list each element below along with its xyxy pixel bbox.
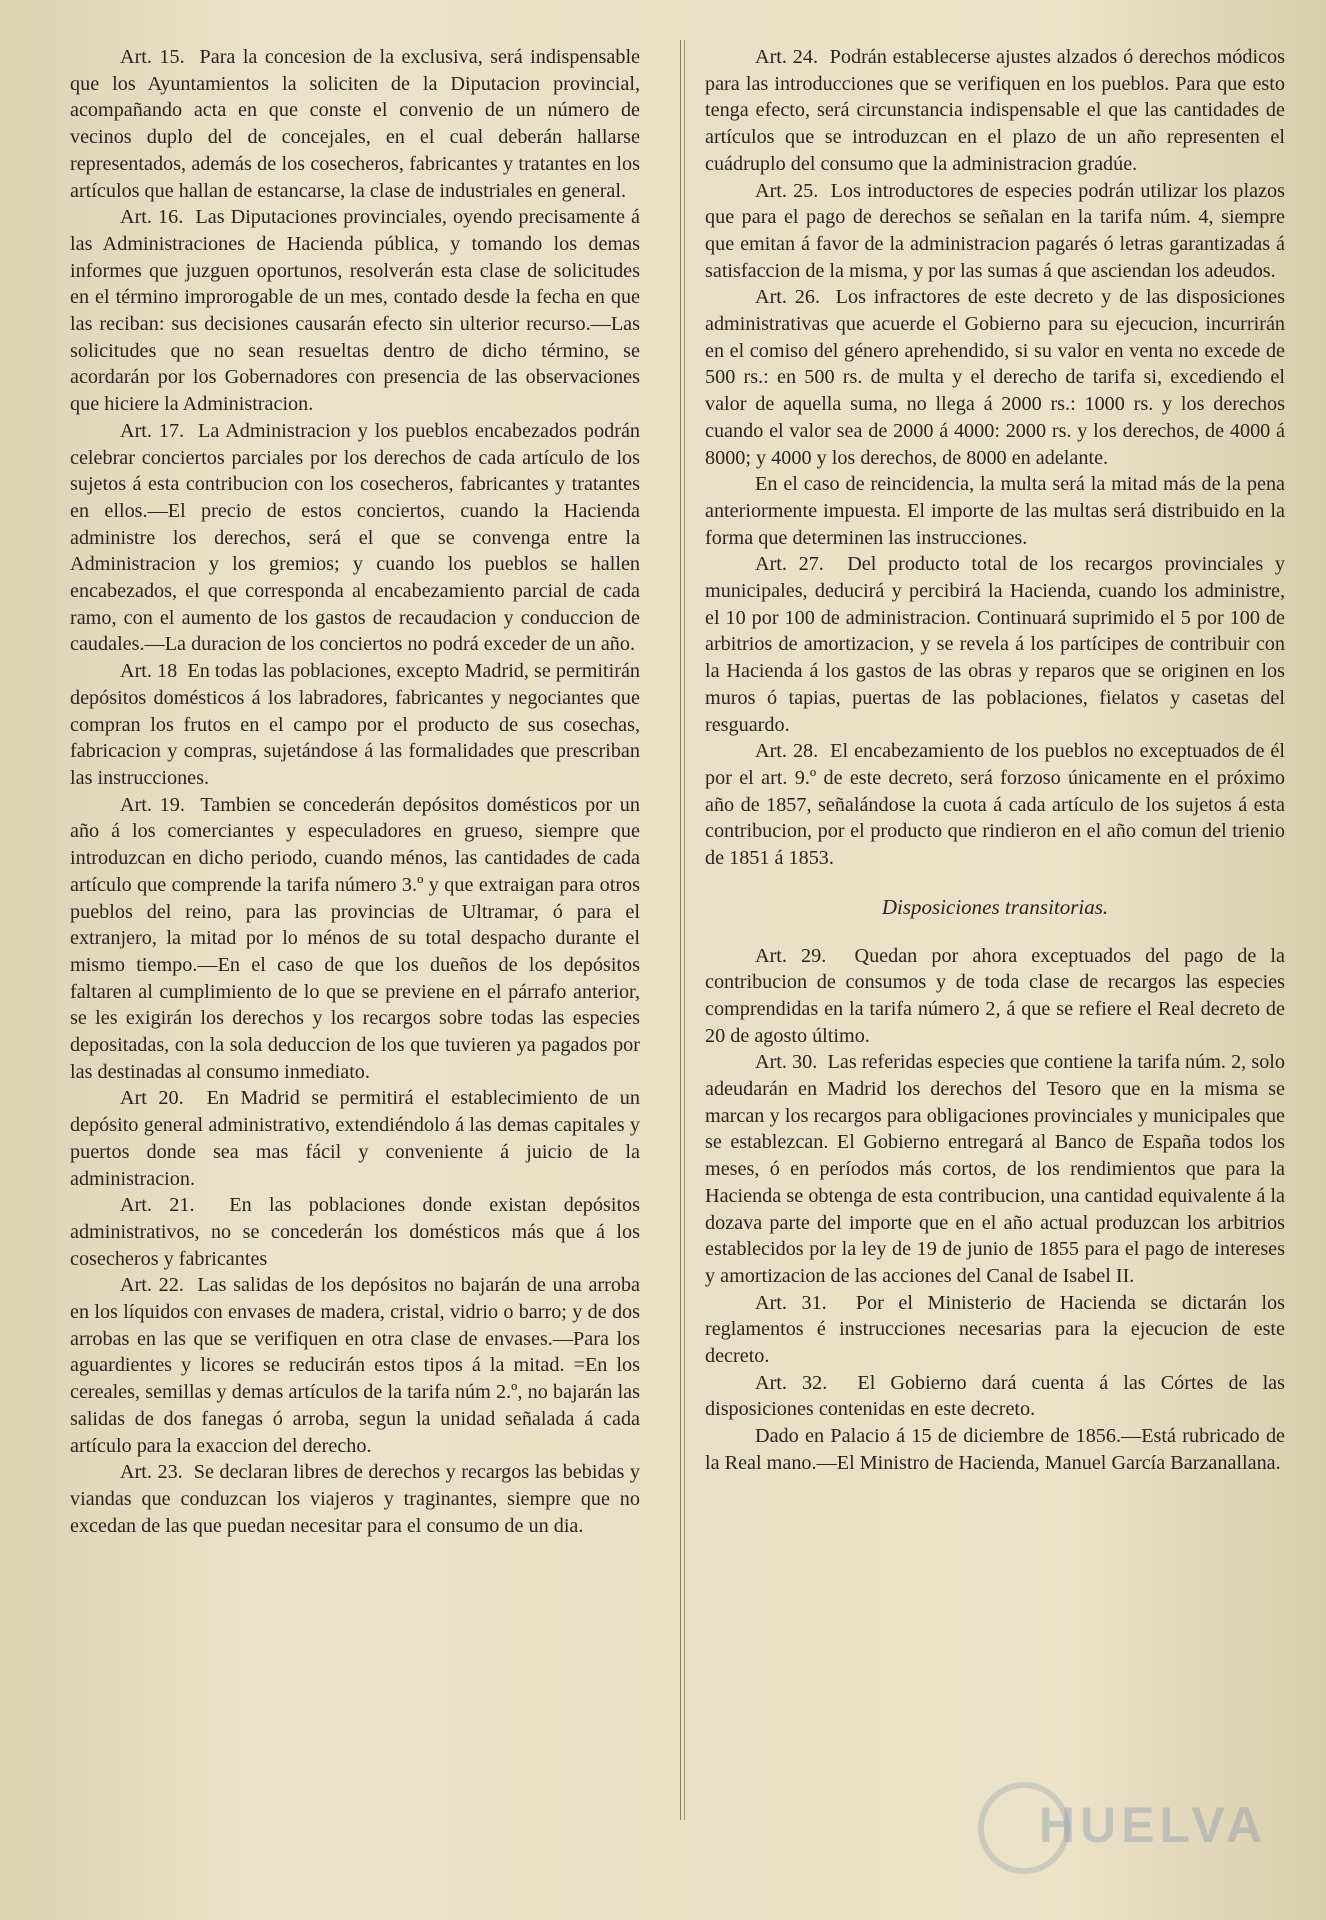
article-30: Art. 30. Las referidas especies que contiene la tarifa núm. 2, solo adeudarán en Madrid los derechos del Tesoro que en la misma se marcan y los recargos para obligaciones provinciales y municipales que se establezcan. El Gobierno entregará al Banco de España todos los meses, ó en períodos más cortos, de los rendimientos que para la Hacienda se obtenga de esta contribucion, una cantidad equivalente á la dozava parte del importe que en el año actual produzcan los arbitrios establecidos por la ley de 19 de junio de 1855 para el pago de intereses y amortizacion de las acciones del Canal de Isabel II. (705, 1051, 1285, 1287)
article-25: Art. 25. Los introductores de especies podrán utilizar los plazos que para el pago de derechos se señalan en la tarifa núm. 4, siempre que emitan á favor de la administracion pagarés ó letras garantizadas á satisfaccion de la misma, y por las sumas á que asciendan los adeudos. (705, 179, 1285, 282)
left-column (70, 44, 640, 1539)
article-31: Art. 31. Por el Ministerio de Hacienda se dictarán los reglamentos é instrucciones necesarias para la ejecucion de este decreto. (705, 1291, 1285, 1368)
section-title: Disposiciones transitorias. (881, 894, 1109, 919)
article-15: Art. 15. Para la concesion de la exclusiva, será indispensable que los Ayuntamientos la soliciten de la Diputacion provincial, acompañando acta en que conste el convenio de un número de vecinos duplo del de concejales, en el cual deberán hallarse representados, además de los cosecheros, fabricantes y tratantes en los artículos que hallan de estancarse, la clase de industriales en general. (70, 46, 641, 202)
article-23: Art. 23. Se declaran libres de derechos y recargos las bebidas y viandas que conduzcan los viajeros y traginantes, siempre que no excedan de las que puedan necesitar para el consumo de un dia. (70, 1461, 640, 1537)
article-17: Art. 17. La Administracion y los pueblos encabezados podrán celebrar conciertos parciales por los derechos de cada artículo de los sujetos á esta contribucion con los cosecheros, fabricantes y tratantes en ellos.—El precio de estos conciertos, cuando la Hacienda administre los derechos, será el que se convenga entre la Administracion y los gremios; y cuando los pueblos se hallen encabezados, el que corresponda al encabezamiento parcial de cada ramo, con el aumento de los gastos de recaudacion y conduccion de caudales.—La duracion de los conciertos no podrá exceder de un año. (70, 419, 640, 656)
article-29: Art. 29. Quedan por ahora exceptuados del pago de la contribucion de consumos y de toda clase de recargos las especies comprendidas en la tarifa número 2, á que se refiere el Real decreto de 20 de agosto último. (705, 944, 1286, 1047)
article-24: Art. 24. Podrán establecerse ajustes alzados ó derechos módicos para las introducciones que se verifiquen en los pueblos. Para que esto tenga efecto, será circunstancia indispensable el que las cantidades de artículos que se introduzcan en el plazo de un año representen el cuádruplo del consumo que la administracion gradúe. (705, 46, 1285, 175)
column-divider (680, 40, 681, 1820)
right-column (705, 44, 1285, 1477)
article-16: Art. 16. Las Diputaciones provinciales, oyendo precisamente á las Administraciones de Hacienda pública, y tomando los demas informes que juzguen oportunos, resolverán esta clase de solicitudes en el término improrogable de un mes, contado desde la fecha en que las reciban: sus decisiones causarán efecto sin ulterior recurso.—Las solicitudes que no sean resueltas dentro de dicho término, se acordarán por los Gobernadores con presencia de las observaciones que hiciere la Administracion. (70, 206, 640, 416)
stamp-emblem-icon (978, 1782, 1070, 1874)
article-27: Art. 27. Del producto total de los recargos provinciales y municipales, deducirá y percibirá la Hacienda, cuando los administre, el 10 por 100 de administracion. Continuará suprimido el 5 por 100 de arbitrios de amortizacion, y se revela á los partícipes de contribuir con la Hacienda á los gastos de las obras y reparos que se originen en los muros ó tapias, puertas de las poblaciones, fielatos y casetas del resguardo. (705, 553, 1285, 736)
article-26: Art. 26. Los infractores de este decreto y de las disposiciones administrativas que acuerde el Gobierno para su ejecucion, incurrirán en el comiso del género aprehendido, si su valor en venta no excede de 500 rs.: en 500 rs. de multa y el derecho de tarifa si, excediendo el valor de aquella suma, no llega á 2000 rs.: 1000 rs. y los derechos cuando el valor sea de 2000 á 4000: 2000 rs. y los derechos, de 4000 á 8000; y 4000 y los derechos, de 8000 en adelante. (705, 286, 1285, 469)
article-20: Art 20. En Madrid se permitirá el establecimiento de un depósito general administrativo, extendiéndolo á las demas capitales y puertos donde sea mas fácil y conveniente á juicio de la administracion. (70, 1087, 640, 1190)
article-19: Art. 19. Tambien se concederán depósitos domésticos por un año á los comerciantes y especuladores en grueso, siempre que introduzcan en dicho periodo, cuando ménos, las cantidades de cada artículo que comprende la tarifa número 3.º y que extraigan para otros pueblos del reino, para las provincias de Ultramar, ó para el extranjero, la mitad por lo ménos de su total despacho durante el mismo tiempo.—En el caso de que los dueños de los depósitos faltaren al cumplimiento de lo que se previene en el párrafo anterior, se les exigirán los derechos y los recargos sobre todas las especies depositadas, con la sola deduccion de los que tuvieren ya pagados por las destinadas al consumo inmediato. (70, 793, 640, 1083)
closing-signature: Dado en Palacio á 15 de diciembre de 1856.—Está rubricado de la Real mano.—El Ministro de Hacienda, Manuel García Barzanallana. (705, 1425, 1285, 1474)
article-22: Art. 22. Las salidas de los depósitos no bajarán de una arroba en los líquidos con envases de madera, cristal, vidrio o barro; y de dos arrobas en las que se verifiquen en otra clase de envases.—Para los aguardientes y licores se reducirán estos tipos á la mitad. =En los cereales, semillas y demas artículos de la tarifa núm 2.º, no bajarán las salidas de dos fanegas ó arroba, segun la unidad señalada á cada artículo para la exaccion del derecho. (70, 1274, 641, 1457)
article-18: Art. 18 En todas las poblaciones, excepto Madrid, se permitirán depósitos domésticos á los labradores, fabricantes y negociantes que compran los frutos en el campo por el producto de sus cosechas, fabricacion y compras, sujetándose á las formalidades que prescriban las instrucciones. (70, 660, 641, 789)
article-28: Art. 28. El encabezamiento de los pueblos no exceptuados de él por el art. 9.º de este decreto, será forzoso únicamente en el próximo año de 1857, señalándose la cuota á cada artículo de los sujetos á esta contribucion, por el producto que rindieron en el año comun del trienio de 1851 á 1853. (705, 740, 1285, 870)
article-26-reincidence: En el caso de reincidencia, la multa será la mitad más de la pena anteriormente impuesta. El importe de las multas será distribuido en la forma que determinen las instrucciones. (705, 473, 1285, 549)
column-divider-inner (684, 40, 685, 1820)
article-21: Art. 21. En las poblaciones donde existan depósitos administrativos, no se concederán los domésticos más que á los cosecheros y fabricantes (70, 1194, 640, 1270)
archive-stamp (988, 1777, 1268, 1872)
article-32: Art. 32. El Gobierno dará cuenta á las Córtes de las disposiciones contenidas en este decreto. (705, 1371, 1285, 1421)
stamp-label: HUELVA (1038, 1796, 1268, 1853)
